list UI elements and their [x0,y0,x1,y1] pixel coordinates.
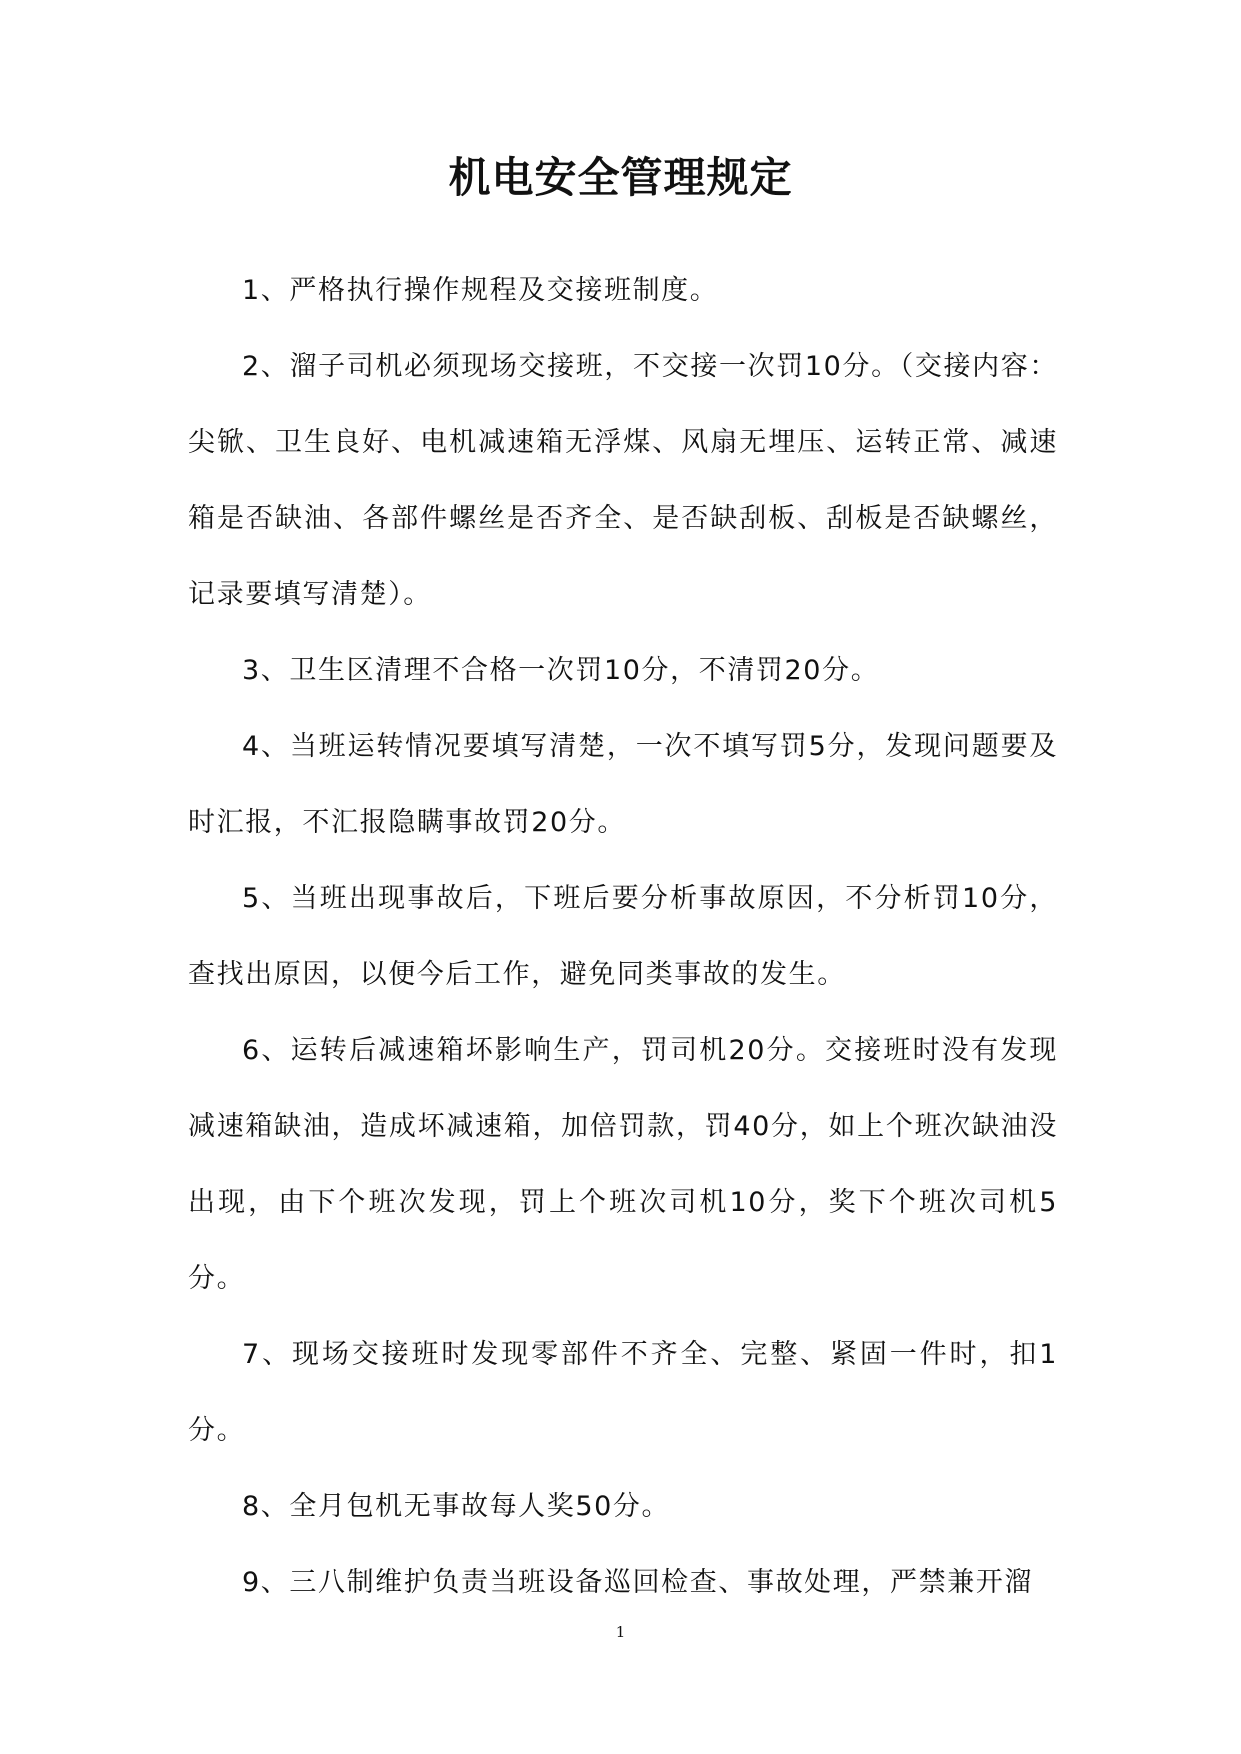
rule-paragraph-4: 4、当班运转情况要填写清楚，一次不填写罚5分，发现问题要及时汇报，不汇报隐瞒事故罚20分。 [188,731,1058,838]
rule-paragraph-2: 2、溜子司机必须现场交接班，不交接一次罚10分。（交接内容：尖锨、卫生良好、电机减速箱无浮煤、风扇无埋压、运转正常、减速箱是否缺油、各部件螺丝是否齐全、是否缺刮板、刮板是否缺螺丝，记录要填写清楚）。 [188,351,1058,610]
rule-paragraph-8: 8、全月包机无事故每人奖50分。 [242,1491,671,1522]
rule-paragraph-1: 1、严格执行操作规程及交接班制度。 [242,275,719,306]
page-number: 1 [615,1623,626,1641]
rule-paragraph-7: 7、现场交接班时发现零部件不齐全、完整、紧固一件时，扣1分。 [188,1339,1058,1446]
rule-paragraph-5: 5、当班出现事故后，下班后要分析事故原因，不分析罚10分，查找出原因，以便今后工作，避免同类事故的发生。 [188,883,1058,990]
rule-paragraph-6: 6、运转后减速箱坏影响生产，罚司机20分。交接班时没有发现减速箱缺油，造成坏减速箱，加倍罚款，罚40分，如上个班次缺油没出现，由下个班次发现，罚上个班次司机10分，奖下个班次司机5分。 [188,1035,1058,1294]
rule-paragraph-3: 3、卫生区清理不合格一次罚10分，不清罚20分。 [242,655,880,686]
rule-paragraph-9: 9、三八制维护负责当班设备巡回检查、事故处理，严禁兼开溜 [242,1567,1033,1598]
document-body [188,253,1058,1621]
document-title: 机电安全管理规定 [448,153,793,202]
